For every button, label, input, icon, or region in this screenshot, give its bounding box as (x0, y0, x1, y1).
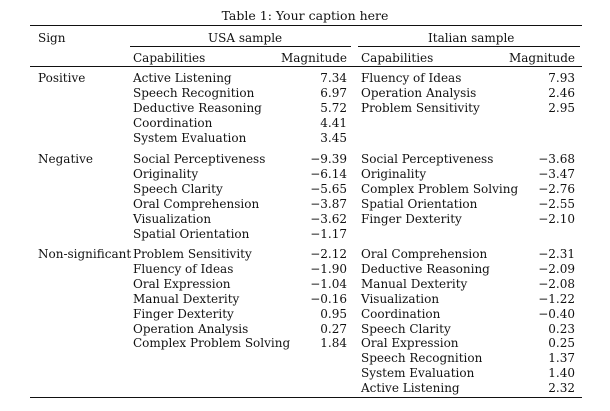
usa-capability: Operation Analysis (133, 321, 249, 336)
italy-magnitude: 0.25 (548, 336, 575, 351)
top-rule (30, 25, 582, 26)
usa-magnitude: 0.95 (320, 306, 347, 321)
bottom-rule (30, 397, 582, 398)
italy-capability: Manual Dexterity (361, 276, 468, 291)
italy-capability: Oral Expression (361, 336, 459, 351)
usa-capability: Manual Dexterity (133, 291, 240, 306)
italy-magnitude: −2.55 (538, 196, 575, 211)
header-usa-capabilities: Capabilities (133, 51, 206, 65)
italy-capability: Spatial Orientation (361, 196, 478, 211)
italy-magnitude: −2.10 (538, 211, 575, 226)
header-sign: Sign (38, 31, 66, 45)
usa-capability: Finger Dexterity (133, 306, 234, 321)
usa-magnitude: −3.62 (310, 211, 347, 226)
usa-capability: Speech Clarity (133, 181, 223, 196)
usa-magnitude: 0.27 (320, 321, 347, 336)
usa-capability: Complex Problem Solving (133, 336, 291, 351)
usa-capability: Speech Recognition (133, 85, 255, 100)
usa-magnitude: −6.14 (310, 166, 347, 181)
usa-capability: Fluency of Ideas (133, 261, 234, 276)
usa-magnitude: 3.45 (320, 130, 347, 145)
italy-magnitude: −3.47 (538, 166, 575, 181)
header-italy-capabilities: Capabilities (361, 51, 434, 65)
italy-capability: Originality (361, 166, 427, 181)
usa-capability: Visualization (133, 211, 212, 226)
usa-magnitude: −9.39 (310, 152, 347, 166)
usa-magnitude: −1.04 (310, 276, 347, 291)
usa-group-rule (130, 46, 351, 47)
italy-capability: Oral Comprehension (361, 247, 488, 261)
italy-capability: Speech Recognition (361, 351, 483, 366)
italy-magnitude: 2.46 (548, 85, 575, 100)
usa-capability: Oral Expression (133, 276, 231, 291)
header-usa-magnitude: Magnitude (280, 51, 347, 65)
usa-magnitude: −5.65 (310, 181, 347, 196)
italy-magnitude: 2.95 (548, 100, 575, 115)
italy-capability: Problem Sensitivity (361, 100, 480, 115)
italy-magnitude: 1.40 (548, 366, 575, 381)
usa-capability: Originality (133, 166, 199, 181)
italy-group-rule (358, 46, 580, 47)
usa-capability: Problem Sensitivity (133, 247, 252, 261)
usa-magnitude: 1.84 (320, 336, 347, 351)
usa-magnitude: 7.34 (320, 71, 347, 85)
usa-capability: Active Listening (133, 71, 232, 85)
italy-magnitude: 1.37 (548, 351, 575, 366)
usa-magnitude: −0.16 (310, 291, 347, 306)
sign-label: Non-significant (38, 247, 132, 261)
header-italy-magnitude: Magnitude (508, 51, 575, 65)
header-italian-sample: Italian sample (428, 31, 515, 45)
usa-magnitude: 4.41 (320, 115, 347, 130)
italy-magnitude: 0.23 (548, 321, 575, 336)
italy-magnitude: 2.32 (548, 381, 575, 396)
sign-label: Negative (38, 152, 93, 166)
usa-capability: Social Perceptiveness (133, 152, 266, 166)
italy-capability: Fluency of Ideas (361, 71, 462, 85)
sign-label: Positive (38, 71, 86, 85)
usa-magnitude: −1.90 (310, 261, 347, 276)
italy-capability: System Evaluation (361, 366, 475, 381)
italy-magnitude: −0.40 (538, 306, 575, 321)
italy-capability: Active Listening (361, 381, 460, 396)
usa-capability: System Evaluation (133, 130, 247, 145)
italy-capability: Coordination (361, 306, 441, 321)
italy-magnitude: −1.22 (538, 291, 575, 306)
italy-capability: Speech Clarity (361, 321, 451, 336)
italy-capability: Complex Problem Solving (361, 181, 519, 196)
usa-magnitude: −2.12 (310, 247, 347, 261)
usa-capability: Coordination (133, 115, 213, 130)
italy-magnitude: −3.68 (538, 152, 575, 166)
table-caption: Table 1: Your caption here (221, 8, 389, 23)
italy-magnitude: −2.09 (538, 261, 575, 276)
usa-capability: Spatial Orientation (133, 226, 250, 241)
usa-capability: Deductive Reasoning (133, 100, 262, 115)
italy-capability: Visualization (361, 291, 440, 306)
usa-capability: Oral Comprehension (133, 196, 260, 211)
usa-magnitude: −1.17 (310, 226, 347, 241)
italy-capability: Finger Dexterity (361, 211, 462, 226)
italy-capability: Social Perceptiveness (361, 152, 494, 166)
usa-magnitude: 5.72 (320, 100, 347, 115)
header-usa-sample: USA sample (208, 31, 283, 45)
header-rule (30, 66, 582, 67)
usa-magnitude: 6.97 (320, 85, 347, 100)
italy-capability: Deductive Reasoning (361, 261, 490, 276)
italy-magnitude: −2.31 (538, 247, 575, 261)
italy-capability: Operation Analysis (361, 85, 477, 100)
italy-magnitude: −2.76 (538, 181, 575, 196)
italy-magnitude: 7.93 (548, 71, 575, 85)
italy-magnitude: −2.08 (538, 276, 575, 291)
usa-magnitude: −3.87 (310, 196, 347, 211)
